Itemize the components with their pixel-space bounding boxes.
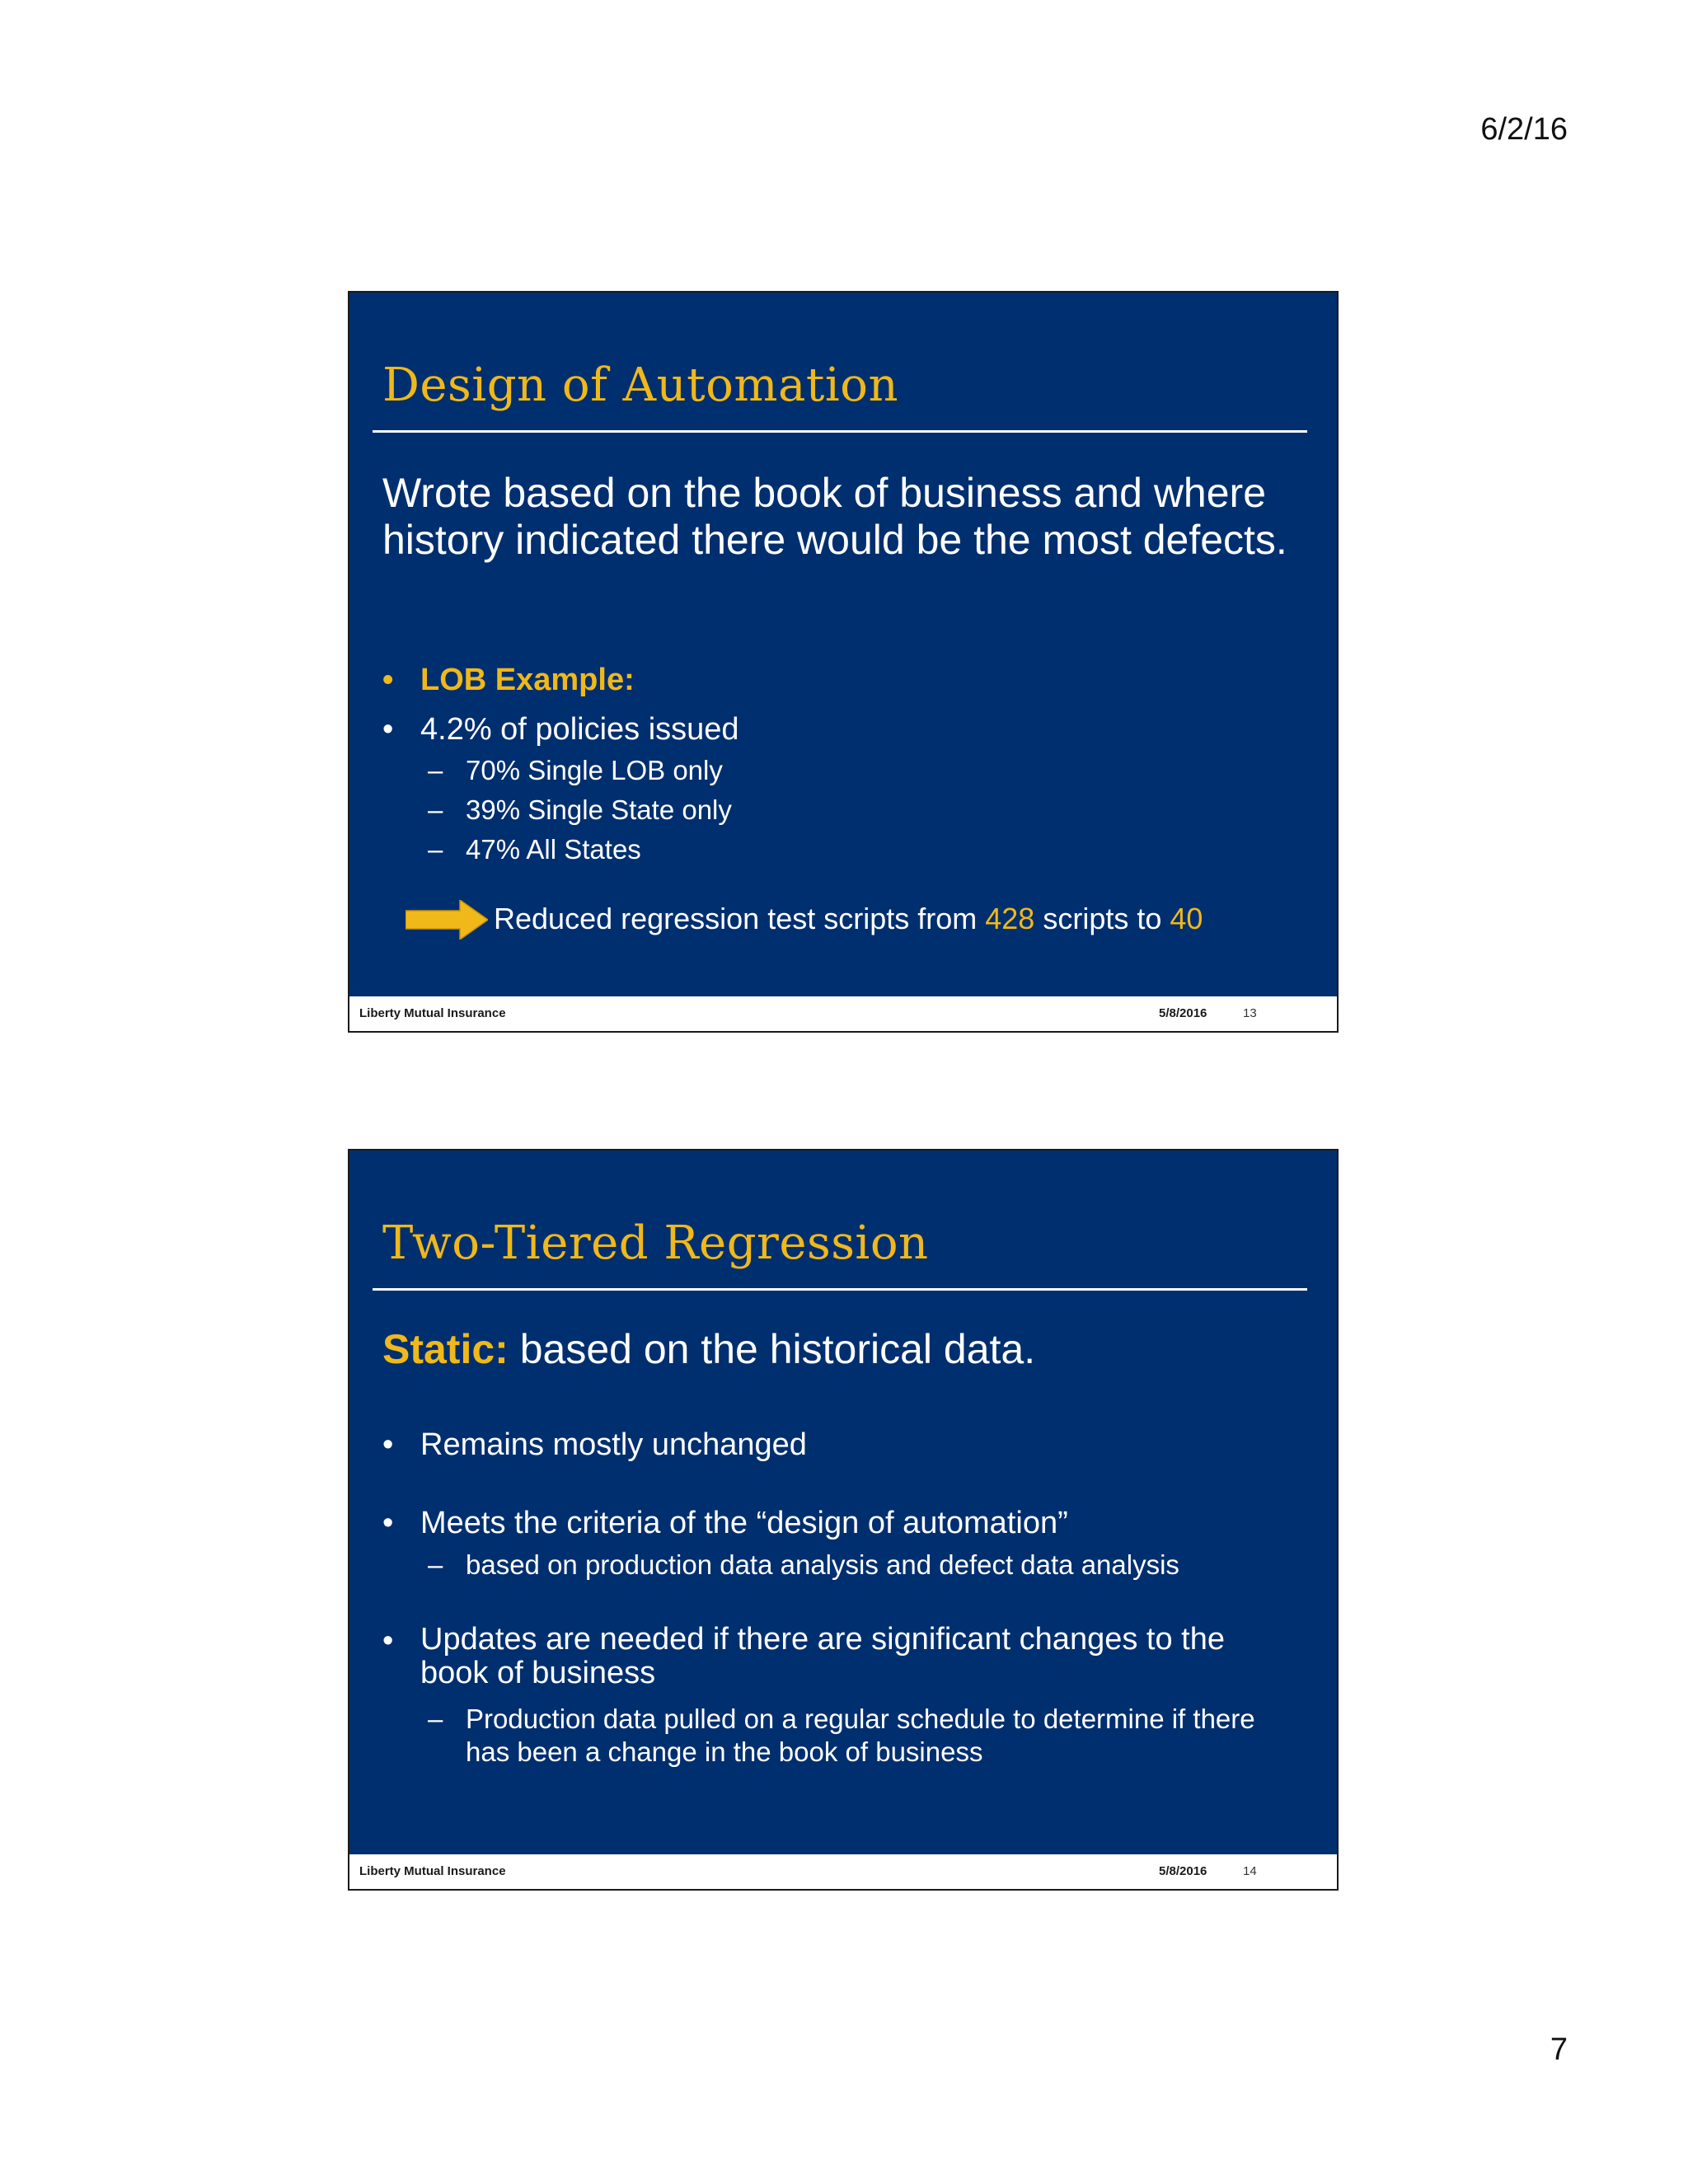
- callout-to-value: 40: [1170, 902, 1203, 935]
- title-divider: [373, 430, 1307, 433]
- callout-from-value: 428: [985, 902, 1035, 935]
- bullet-item: [382, 1427, 1306, 1463]
- sub-bullet-item: [428, 794, 1293, 827]
- slide-two-tiered-regression: [348, 1149, 1339, 1891]
- bullet-marker: •: [382, 663, 394, 697]
- footer-slide-number: 13: [1243, 1006, 1257, 1020]
- bullet-text: Updates are needed if there are significant changes to the book of business: [420, 1622, 1225, 1690]
- footer-organization: Liberty Mutual Insurance: [359, 1006, 506, 1020]
- sub-bullet-text: 39% Single State only: [466, 794, 732, 825]
- sub-bullet-marker: –: [428, 1549, 443, 1580]
- slide-footer: [349, 1854, 1337, 1889]
- slide-title: Two-Tiered Regression: [382, 1216, 929, 1270]
- sub-bullet-text: 47% All States: [466, 834, 641, 865]
- bullet-marker: •: [382, 1427, 394, 1462]
- bullet-marker: •: [382, 1624, 394, 1658]
- bullet-marker: •: [382, 712, 394, 747]
- sub-bullet-item: [428, 1549, 1293, 1582]
- bullet-text: Meets the criteria of the “design of automation”: [420, 1506, 1068, 1540]
- slide-footer: [349, 996, 1337, 1031]
- sub-bullet-text: 70% Single LOB only: [466, 755, 723, 785]
- sub-bullet-marker: –: [428, 834, 443, 865]
- slide-title: Design of Automation: [382, 359, 899, 412]
- sub-bullet-marker: –: [428, 794, 443, 825]
- page-date: 6/2/16: [1480, 112, 1568, 147]
- callout-text: [494, 898, 1203, 940]
- bullet-item: [382, 1623, 1289, 1690]
- footer-date: 5/8/2016: [1159, 1006, 1207, 1020]
- bullet-text: LOB Example:: [420, 663, 635, 697]
- callout-row: [406, 898, 1312, 940]
- bullet-text: 4.2% of policies issued: [420, 712, 739, 747]
- bullet-text: Remains mostly unchanged: [420, 1427, 807, 1462]
- sub-bullet-text: based on production data analysis and defect data analysis: [466, 1549, 1179, 1580]
- right-arrow-icon: [406, 900, 488, 940]
- footer-organization: Liberty Mutual Insurance: [359, 1864, 506, 1878]
- page-number: 7: [1550, 2032, 1568, 2067]
- callout-prefix: Reduced regression test scripts from: [494, 902, 978, 935]
- footer-date: 5/8/2016: [1159, 1864, 1207, 1878]
- bullet-item: [382, 711, 1306, 748]
- sub-bullet-item: [428, 833, 1293, 866]
- sub-bullet-text: Production data pulled on a regular schedule to determine if there has been a change in the book of business: [466, 1704, 1255, 1767]
- callout-middle: scripts to: [1043, 902, 1162, 935]
- bullet-item: [382, 1505, 1306, 1541]
- sub-bullet-marker: –: [428, 755, 443, 785]
- sub-bullet-item: [428, 754, 1293, 787]
- lead-accent: Static:: [382, 1326, 509, 1372]
- bullet-marker: •: [382, 1506, 394, 1540]
- slide-design-of-automation: [348, 291, 1339, 1033]
- bullet-item: [382, 662, 1306, 698]
- slide-lead-text: Wrote based on the book of business and where history indicated there would be the most defects.: [382, 470, 1287, 563]
- sub-bullet-item: [428, 1703, 1268, 1769]
- slide-lead-text: [382, 1326, 1289, 1373]
- lead-rest: based on the historical data.: [519, 1326, 1036, 1372]
- sub-bullet-marker: –: [428, 1704, 443, 1734]
- title-divider: [373, 1288, 1307, 1291]
- footer-slide-number: 14: [1243, 1864, 1257, 1878]
